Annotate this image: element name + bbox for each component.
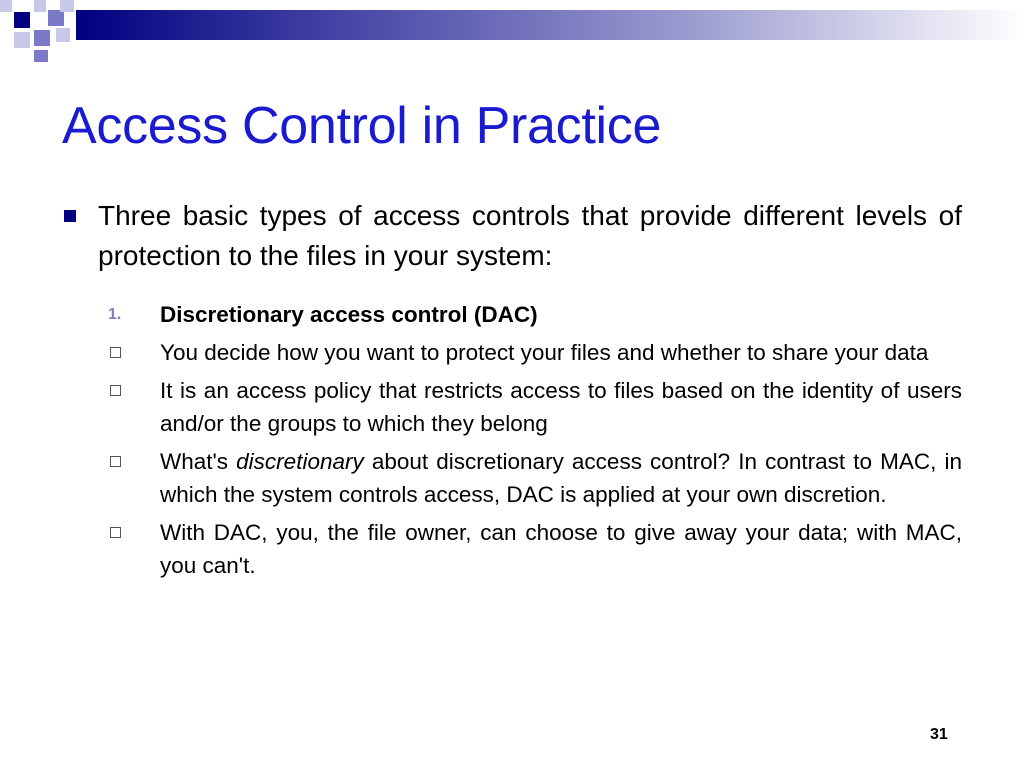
deco-square <box>60 0 74 12</box>
sub-item-text-before: What's <box>160 449 237 474</box>
sub-item-text: With DAC, you, the file owner, can choose to give away your data; with MAC, you can't. <box>160 520 962 578</box>
hollow-square-bullet-icon <box>110 347 121 358</box>
main-bullet-text: Three basic types of access controls that provide different levels of protection to the files in your system: <box>98 200 962 271</box>
sub-item <box>160 516 962 582</box>
numbered-item <box>108 298 962 331</box>
sub-item <box>160 445 962 511</box>
sub-item-italic-term: discretionary <box>236 449 364 474</box>
hollow-square-bullet-icon <box>110 385 121 396</box>
deco-square <box>34 0 46 12</box>
numbered-item-text: Discretionary access control (DAC) <box>160 302 538 327</box>
sub-item-text: It is an access policy that restricts access to files based on the identity of users and/or the groups to which they belong <box>160 378 962 436</box>
header-decoration <box>0 0 1024 70</box>
deco-square <box>48 10 64 26</box>
header-gradient-band <box>76 10 1024 40</box>
square-bullet-icon <box>64 210 76 222</box>
page-number: 31 <box>930 726 948 743</box>
deco-square <box>56 28 70 42</box>
sub-item-text-after: about discretionary access control? In contrast to MAC, in which the system controls access, DAC is applied at your own discretion. <box>160 449 962 507</box>
hollow-square-bullet-icon <box>110 527 121 538</box>
sub-item-text: You decide how you want to protect your files and whether to share your data <box>160 340 929 365</box>
deco-square <box>14 32 30 48</box>
number-marker: 1. <box>108 306 122 323</box>
sub-item <box>160 336 962 369</box>
deco-square <box>34 50 48 62</box>
deco-square <box>0 0 12 12</box>
slide-body <box>64 196 962 582</box>
sub-item <box>160 374 962 440</box>
deco-square <box>14 12 30 28</box>
hollow-square-bullet-icon <box>110 456 121 467</box>
deco-square <box>34 30 50 46</box>
main-bullet <box>64 196 962 276</box>
slide-title: Access Control in Practice <box>62 97 662 155</box>
